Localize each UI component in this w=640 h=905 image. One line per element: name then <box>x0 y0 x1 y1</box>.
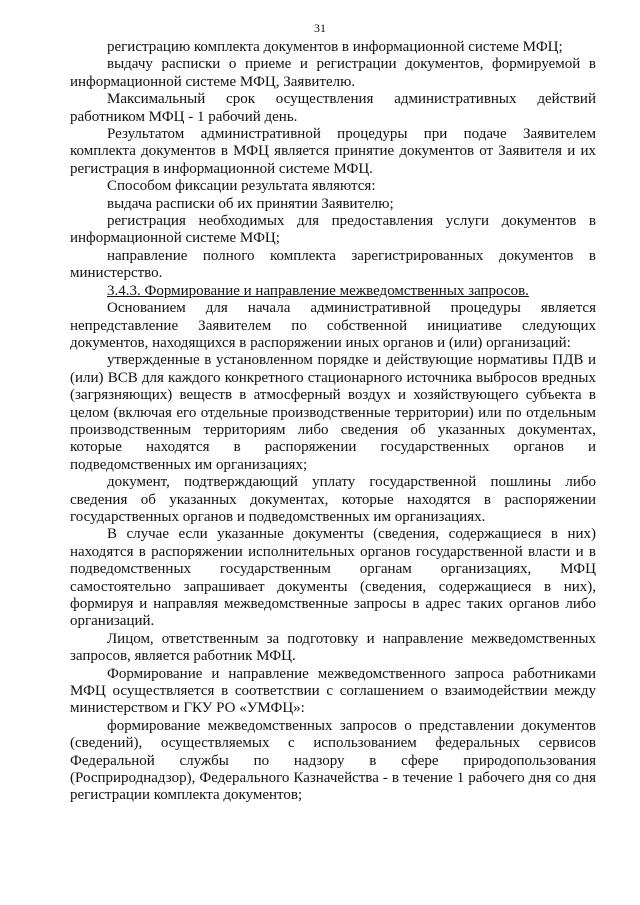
paragraph-fixation-method: Способом фиксации результата являются: <box>107 178 376 195</box>
paragraph-fee-document: документ, подтверждающий уплату государственной пошлины либо сведения об указанных документах, которые находятся в распоряжении государственных органов и подведомственных им организациях. <box>70 474 596 525</box>
paragraph-registration: регистрацию комплекта документов в информационной системе МФЦ; <box>107 39 563 55</box>
paragraph-agreement: Формирование и направление межведомственного запроса работниками МФЦ осуществляется в соответствии с соглашением о взаимодействии между министерством и ГКУ РО «УМФЦ»: <box>70 665 596 717</box>
page-number: 31 <box>314 21 326 35</box>
paragraph-pdv-norms: утвержденные в установленном порядке и действующие нормативы ПДВ и (или) ВСВ для каждого конкретного стационарного источника выбросов вредных (загрязняющих) веществ в атмосферный воздух и хозяйствующего субъекта в целом (включая его отдельные производственные территории) или по отдельным производственным территориям либо сведения об указанных документах, которые находятся в распоряжении государственных органов и подведомственных им организациях; <box>70 352 596 473</box>
section-heading-3-4-3: 3.4.3. Формирование и направление межведомственных запросов. <box>107 282 529 299</box>
paragraph-max-term: Максимальный срок осуществления административных действий работником МФЦ - 1 рабочий день. <box>70 91 596 125</box>
paragraph-grounds: Основанием для начала административной процедуры является непредставление Заявителем по собственной инициативе следующих документов, находящихся в распоряжении иных органов и (или) организаций: <box>70 300 596 351</box>
document-body <box>70 39 596 805</box>
paragraph-requests-case: В случае если указанные документы (сведения, содержащиеся в них) находятся в распоряжении исполнительных органов государственной власти и в подведомственных государственным органам организациях, МФЦ самостоятельно запрашивает документы (сведения, содержащиеся в них), формируя и направляя межведомственные запросы в адрес таких органов либо организаций. <box>70 526 596 630</box>
paragraph-send-set: направление полного комплекта зарегистрированных документов в министерство. <box>70 247 596 282</box>
paragraph-responsible-person: Лицом, ответственным за подготовку и направление межведомственных запросов, является работник МФЦ. <box>70 630 596 665</box>
paragraph-receipt: выдачу расписки о приеме и регистрации документов, формируемой в информационной системе МФЦ, Заявителю. <box>70 56 596 90</box>
paragraph-issue-receipt: выдача расписки об их принятии Заявителю; <box>107 195 394 212</box>
paragraph-result: Результатом административной процедуры при подаче Заявителем комплекта документов в МФЦ является принятие документов от Заявителя и их регистрация в информационной системе МФЦ. <box>70 126 596 177</box>
paragraph-request-forming: формирование межведомственных запросов о представлении документов (сведений), осуществляемых с использованием федеральных сервисов Федеральной службы по надзору в сфере природопользования (Росприроднадзор), Федерального Казначейства - в течение 1 рабочего дня со дня регистрации комплекта документов; <box>70 717 596 804</box>
paragraph-doc-registration: регистрация необходимых для предоставления услуги документов в информационной системе МФЦ; <box>70 213 596 247</box>
